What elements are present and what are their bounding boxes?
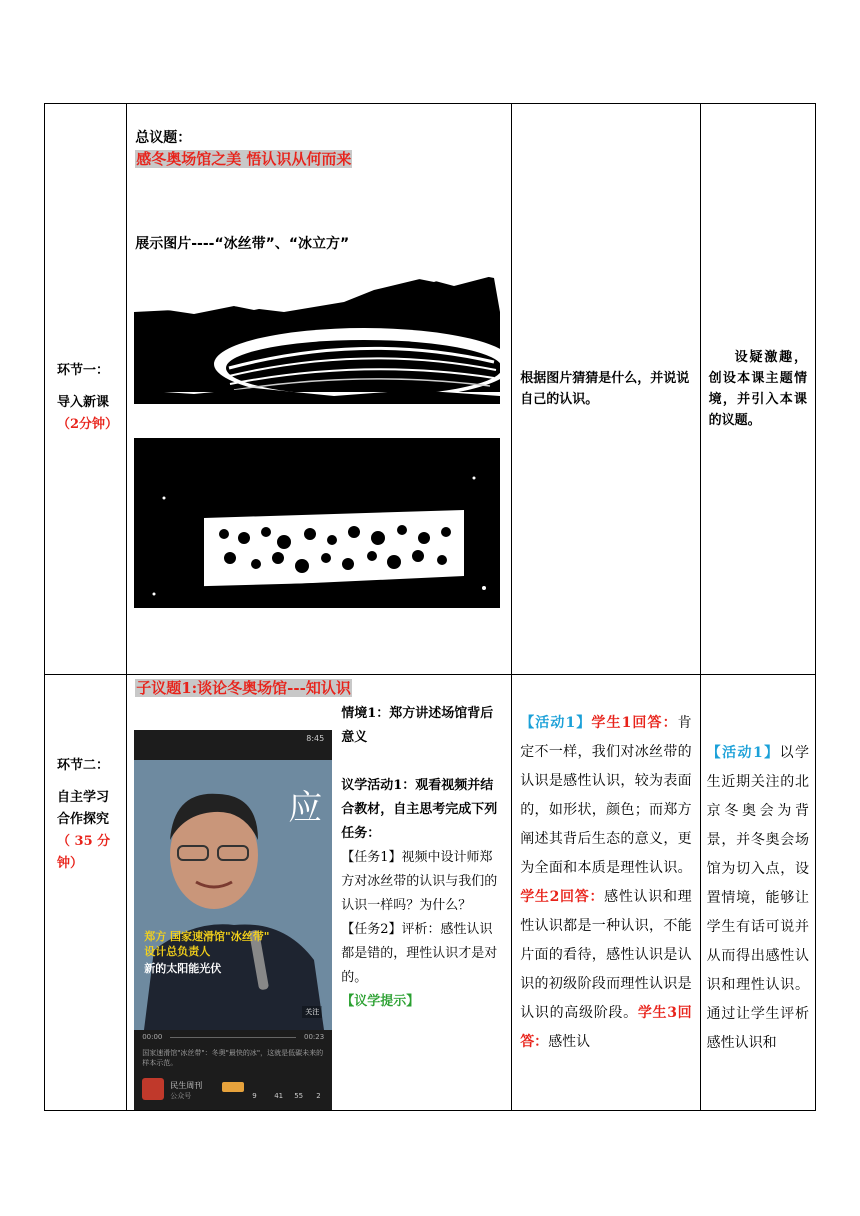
video-time: 8:45 xyxy=(306,734,325,743)
content-text-column xyxy=(341,702,505,1014)
content-cell xyxy=(127,104,512,675)
hint-label: 【议学提示】 xyxy=(341,994,420,1009)
intent-text: 以学生近期关注的北京冬奥会为背景，并冬奥会场馆为切入点，设置情境，能够让学生有话可说并从而得出感性认识和理性认识。通过让学生评析感性认识和 xyxy=(706,745,809,1051)
topic-label: 总议题： xyxy=(135,130,192,146)
table-row xyxy=(45,104,816,675)
video-caption: 新的太阳能光伏 xyxy=(144,962,222,975)
task-text: 视频中设计师郑方对冰丝带的认识与我们的认识一样吗？为什么？ xyxy=(341,850,498,913)
stat-stars: 41 xyxy=(274,1092,284,1100)
video-caption: 设计总负责人 xyxy=(144,945,211,958)
stage-cell xyxy=(45,675,127,1111)
content-cell xyxy=(127,675,512,1111)
scene-text: 情境1：郑方讲述场馆背后意义 xyxy=(341,706,494,745)
ice-ribbon-image xyxy=(134,272,500,424)
stage-cell xyxy=(45,104,127,675)
account-name: 民生周刊 xyxy=(170,1081,203,1090)
design-intent-cell xyxy=(700,675,815,1111)
stage-sub: 自主学习 xyxy=(57,790,110,805)
stage-time: （ 35 分钟） xyxy=(57,834,111,871)
design-intent-text: 设疑激趣，创设本课主题情境，并引入本课的议题。 xyxy=(708,350,807,428)
follow-badge[interactable] xyxy=(222,1082,244,1092)
ice-cube-image xyxy=(134,438,500,608)
lesson-plan-table xyxy=(44,103,816,1111)
activity-text: 议学活动1：观看视频并结合教材，自主思考完成下列任务： xyxy=(341,778,498,841)
task-1 xyxy=(341,846,505,918)
task-text: 评析：感性认识都是错的，理性认识才是对的。 xyxy=(341,922,498,985)
follow-button[interactable]: 关注 xyxy=(302,1006,322,1018)
task-2 xyxy=(341,918,505,990)
answer-text: 感性认 xyxy=(548,1034,591,1050)
stage-time: （2分钟） xyxy=(57,417,119,432)
video-end: 00:23 xyxy=(304,1033,325,1041)
student-activity-cell xyxy=(512,104,700,675)
account-sub: 公众号 xyxy=(170,1092,192,1100)
design-intent-text xyxy=(701,739,815,1058)
student-label: 学生2回答： xyxy=(520,889,605,905)
show-text: 展示图片----“冰丝带”、“冰立方” xyxy=(135,236,350,252)
stage-sub: 合作探究 xyxy=(57,812,110,827)
video-description: 国家速滑馆"冰丝带"：冬奥"最快的冰"，这就是低碳未来的样本示范。 xyxy=(142,1049,324,1067)
account-avatar xyxy=(142,1078,164,1100)
table-row xyxy=(45,675,816,1111)
video-frame xyxy=(134,760,332,1030)
stage-name: 环节二： xyxy=(57,758,110,773)
student-label: 学生1回答： xyxy=(591,715,678,731)
subtopic-title: 子议题1:谈论冬奥场馆---知认识 xyxy=(136,679,351,697)
stat-comments: 2 xyxy=(316,1092,321,1100)
answer-text: 感性认识和理性认识都是一种认识，不能片面的看待，感性认识是认识的初级阶段而理性认识是认识的高级阶段。 xyxy=(520,889,692,1021)
student-label: 学生3回答： xyxy=(520,1005,692,1050)
task-tag: 【任务1】 xyxy=(341,850,402,865)
stage-name: 环节一： xyxy=(57,363,110,378)
video-caption: 郑方 国家速滑馆"冰丝带" xyxy=(144,930,270,943)
task-tag: 【任务2】 xyxy=(341,922,402,937)
activity-tag: 【活动1】 xyxy=(706,745,780,761)
design-intent-cell xyxy=(700,104,815,675)
video-screenshot xyxy=(134,730,332,1110)
stat-likes: 9 xyxy=(252,1092,257,1100)
video-big-char: 应 xyxy=(288,788,323,828)
topic-title: 感冬奥场馆之美 悟认识从何而来 xyxy=(136,150,352,168)
video-progress-bar[interactable] xyxy=(170,1037,296,1038)
student-activity-text: 根据图片猜猜是什么，并说说自己的认识。 xyxy=(520,371,690,407)
stage-sub: 导入新课 xyxy=(57,395,110,410)
video-start: 00:00 xyxy=(142,1033,163,1041)
stat-shares: 55 xyxy=(294,1092,304,1100)
activity-tag: 【活动1】 xyxy=(520,715,592,731)
student-answers xyxy=(512,709,699,1057)
answer-text: 肯定不一样，我们对冰丝带的认识是感性认识，较为表面的，如形状，颜色；而郑方阐述其背后生态的意义，更为全面和本质是理性认识。 xyxy=(520,715,692,876)
student-activity-cell xyxy=(512,675,700,1111)
